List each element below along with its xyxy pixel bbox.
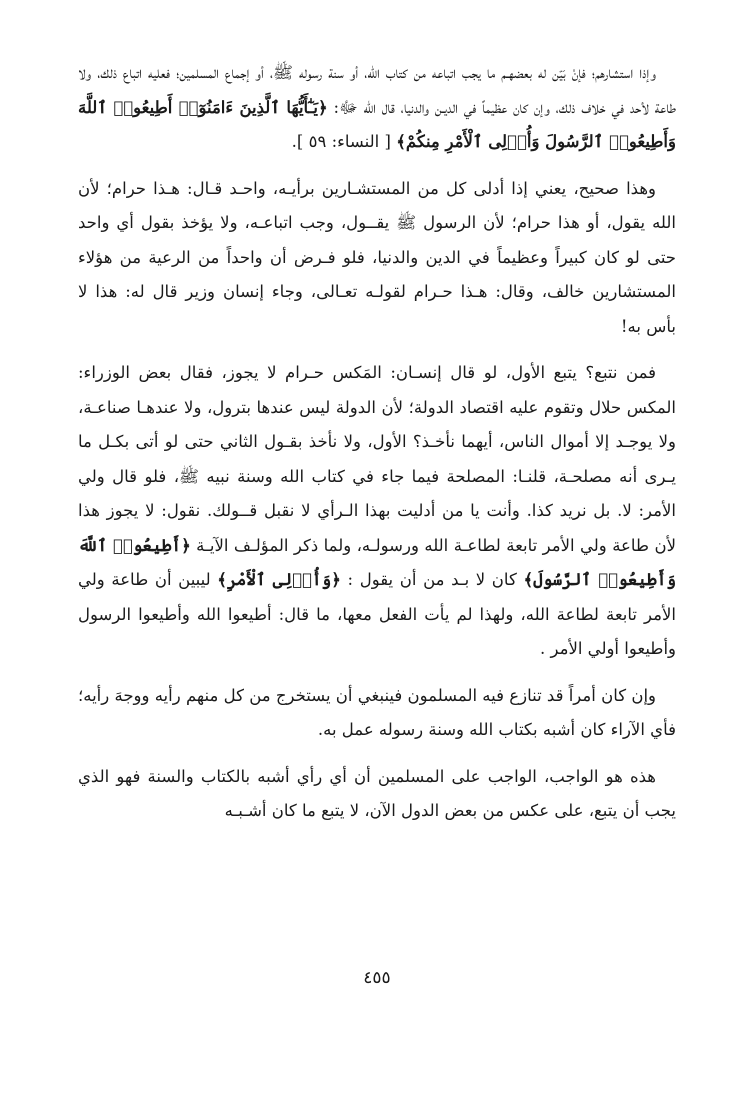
verse-reference: [ النساء: ٥٩ ]. <box>291 132 391 151</box>
paragraph-3 <box>78 356 676 667</box>
main-text <box>78 56 676 841</box>
quran-verse-nisa-59: ﴿يَـٰٓأَيُّهَا ٱلَّذِينَ ءَامَنُوٓا۟ أَطِيعُوا۟ ٱللَّهَ وَأَطِيعُوا۟ ٱلرَّسُولَ وَأُو۟لِى ٱلْأَمْرِ مِنكُمْ﴾ <box>78 97 676 151</box>
paragraph-3-text-a: فمن نتبع؟ يتبع الأول، لو قال إنسـان: المَكس حـرام لا يجوز، فقال بعض الوزراء: المكس حلال وتقوم عليه اقتصاد الدولة؛ لأن الدولة ليس عندها بترول، ولا عندهـا صناعـة، ولا يوجـد إلا أموال الناس، أيهما نأخـذ؟ الأول، ولا نأخذ بقـول الثاني حتى لو أتى بكـل ما يـرى أنه مصلحـة، قلنـا: المصلحة فيما جاء في كتاب الله وسنة نبيه ﷺ، فلو قال ولي الأمر: لا. بل نريد كذا. وأنت يا من أدليت بهذا الـرأي لا نقبل قــولك. نقول: لا يجوز هذا لأن طاعة ولي الأمر تابعة لطاعـة الله ورسولـه، ولما ذكر المؤلـف الآيـة <box>78 363 676 555</box>
page-number: ٤٥٥ <box>363 968 391 988</box>
paragraph-1-text: وإذا استشارهم؛ فإنْ بَيّن له بعضهـم ما يجب اتباعه من كتاب الله، أو سنة رسوله ﷺ، أو إجماع المسلمين؛ فعليه اتباع ذلك، ولا طاعة لأحد في خلاف ذلك، وإن كان عظيماً في الديـن والدنيا، قال الله ﷻ: <box>78 63 676 117</box>
paragraph-3-text-b: كان لا بـد من أن يقول : <box>347 570 517 589</box>
quran-verse-obey: ﴿أَطِيعُوا۟ ٱللَّهَ وَأَطِيعُوا۟ ٱلرَّسُولَ﴾ <box>78 535 677 589</box>
paragraph-1 <box>78 56 676 160</box>
paragraph-5: هذه هو الواجب، الواجب على المسلمين أن أي رأي أشبه بالكتاب والسنة فهو الذي يجب أن يتبع، على عكس من بعض الدول الآن، لا يتبع ما كان أشـبـه <box>78 766 676 820</box>
quran-verse-authority: ﴿وَأُو۟لِى ٱلْأَمْرِ﴾ <box>217 570 341 589</box>
paragraph-3-text-c: ليبين أن طاعة ولي الأمر تابعة لطاعة الله، ولهذا لم يأت الفعل معها، ما قال: أطيعوا الله وأطيعوا الرسول وأطيعوا أولي الأمر . <box>78 570 676 658</box>
paragraph-4: وإن كان أمراً قد تنازع فيه المسلمون فينبغي أن يستخرج من كل منهم رأيه ووجهَ رأيه؛ فأي الآراء كان أشبه بكتاب الله وسنة رسوله عمل به. <box>78 685 676 739</box>
paragraph-2: وهذا صحيح، يعني إذا أدلى كل من المستشـارين برأيـه، واحـد قـال: هـذا حرام؛ لأن الله يقول، أو هذا حرام؛ لأن الرسول ﷺ يقــول، وجب اتباعـه، ولا يؤخذ بقول أي واحد حتى لو كان كبيراً وعظيماً في الدين والدنيا، فلو فـرض أن واحداً من الرعية من هؤلاء المستشارين خالف، وقال: هـذا حـرام لقولـه تعـالى، وجاء إنسان وزير قال له: هذا لا بأس به! <box>78 178 676 336</box>
